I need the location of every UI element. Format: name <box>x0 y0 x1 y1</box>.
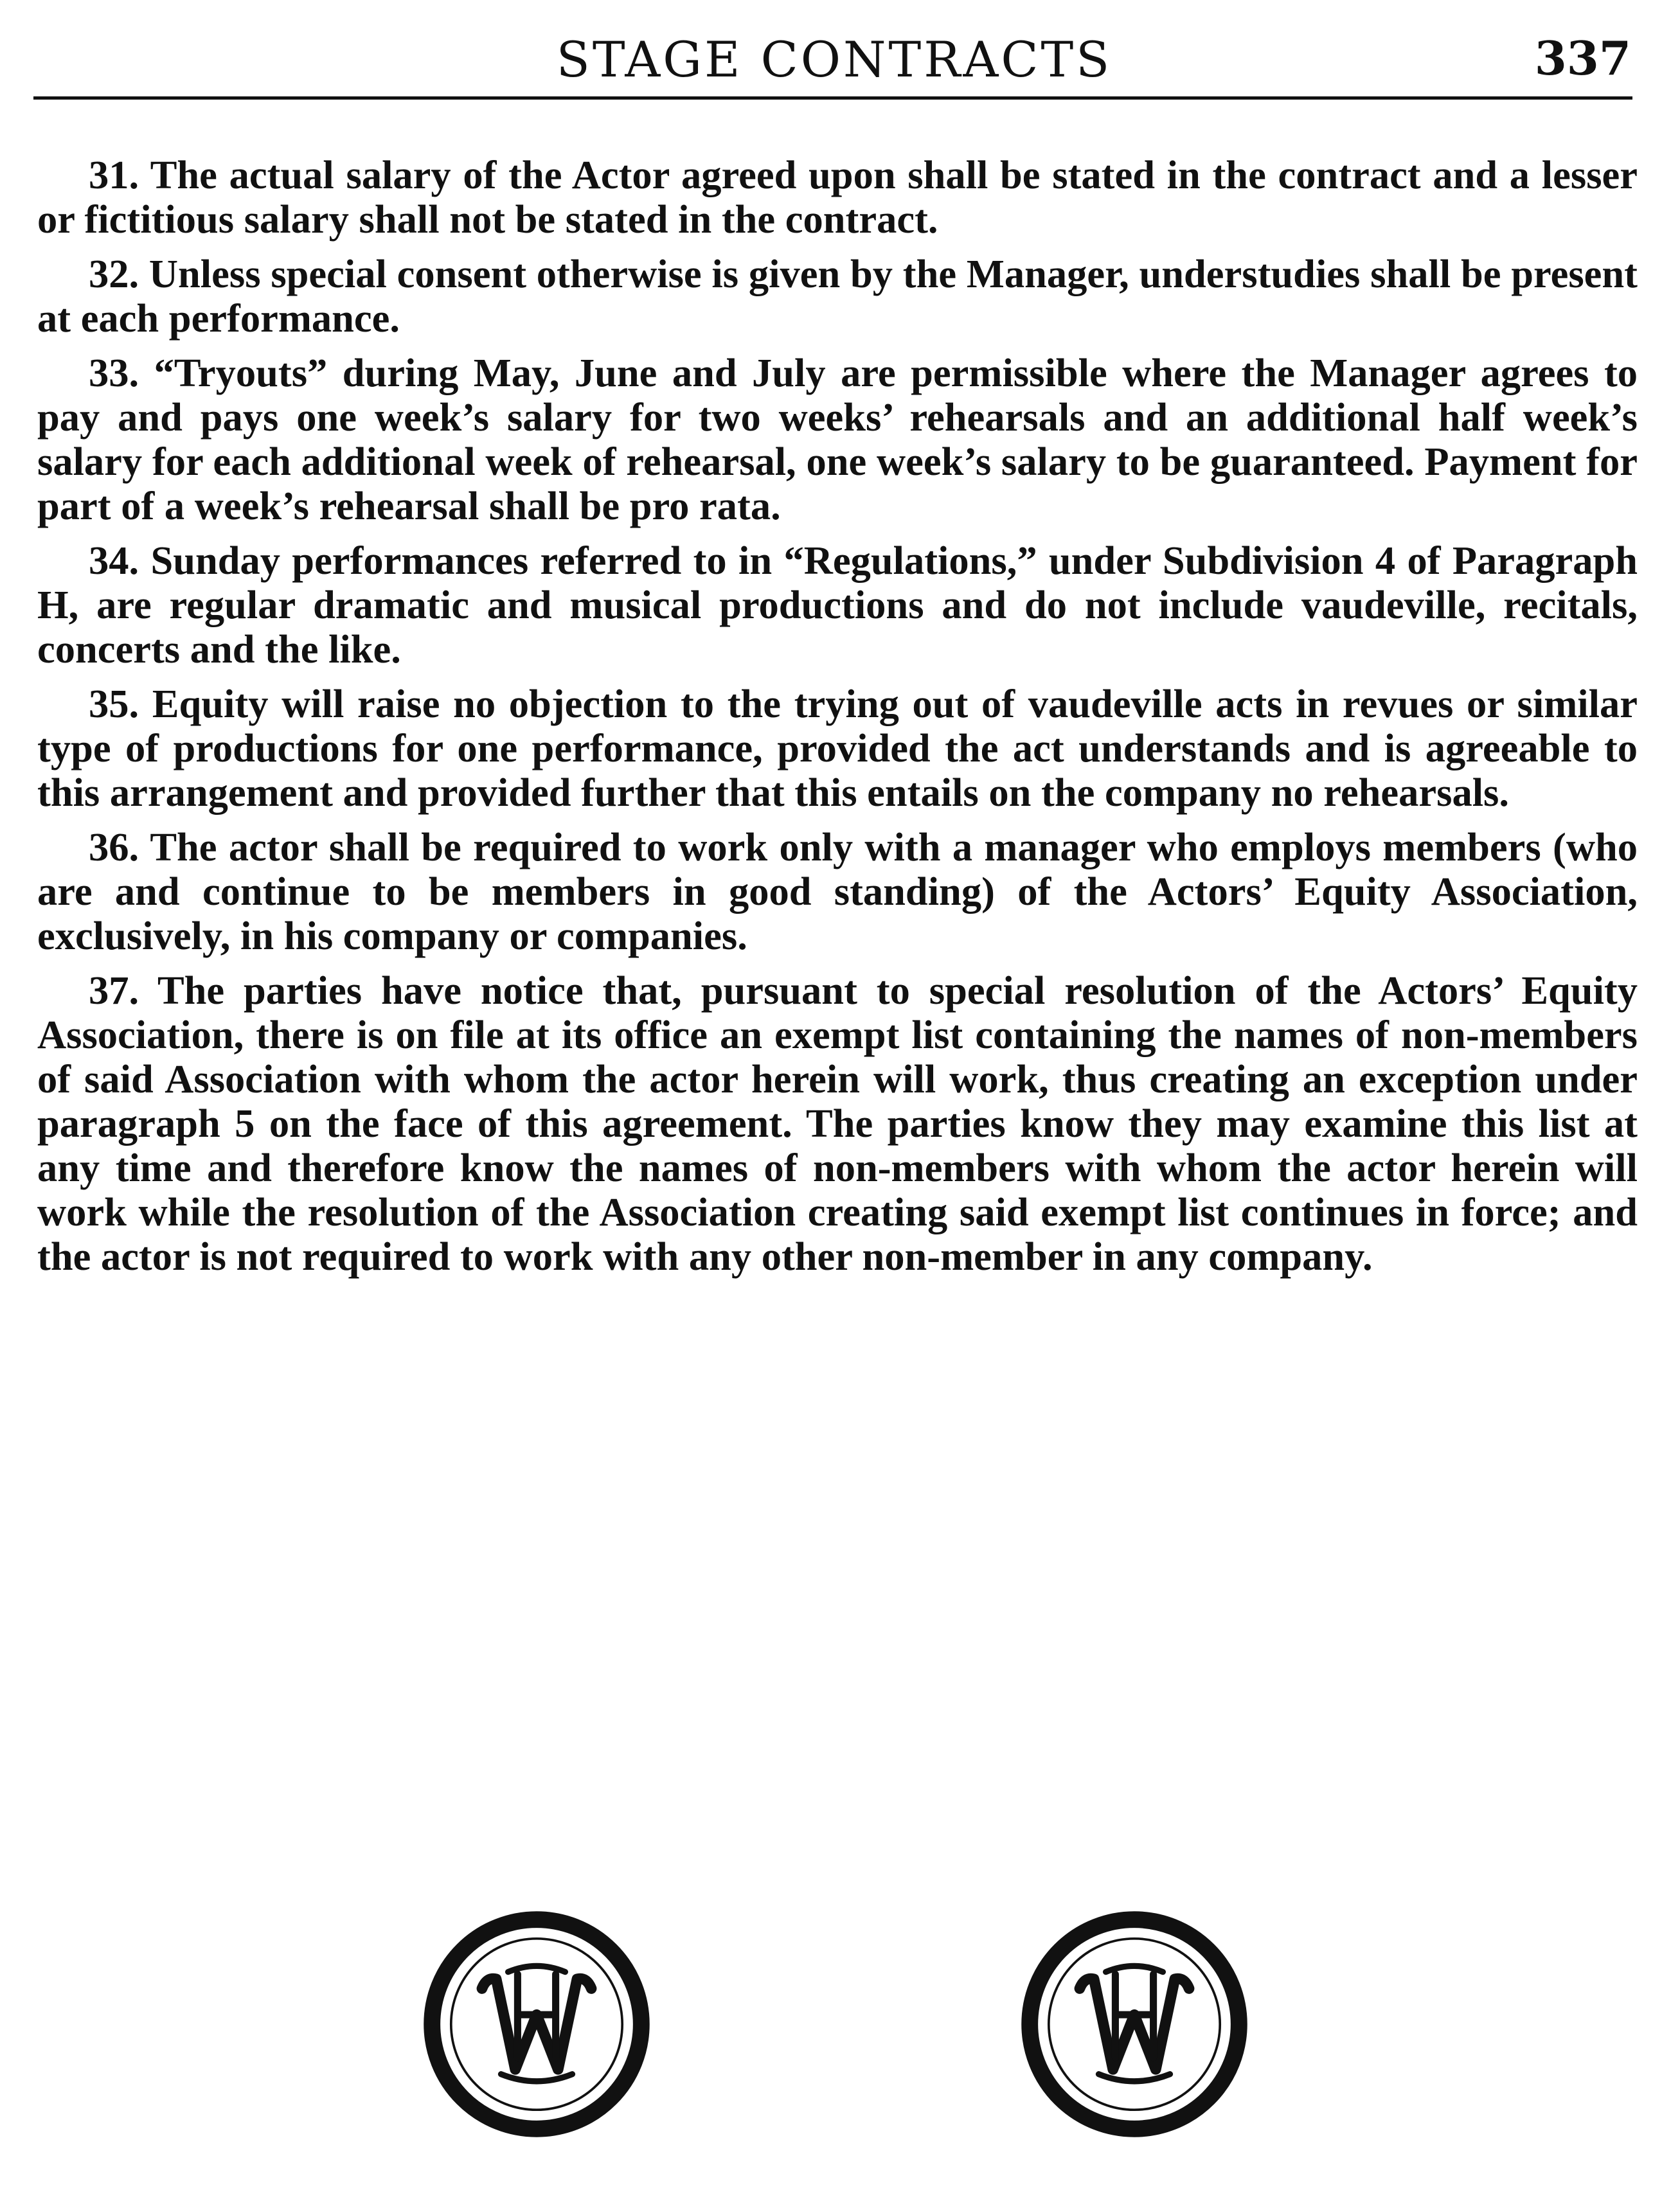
clause-text: The actor shall be required to work only with a manager who employs members (who are and continue to be members in good standing) of the Actors’ Equity Association, exclusively, in his company or companies. <box>37 824 1638 958</box>
clause-number: 32. <box>89 251 139 296</box>
wh-monogram-seal-icon <box>1015 1905 1253 2143</box>
clause-text: Unless special consent otherwise is given by the Manager, understudies shall be present at each performance. <box>37 251 1638 341</box>
clause-text: The parties have notice that, pursuant to special resolution of the Actors’ Equity Association, there is on file at its office an exempt list containing the names of non-members of said Association with whom the actor herein will work, thus creating an exception under paragraph 5 on the face of this agreement. The parties know they may examine this list at any time and therefore know the names of non-members with whom the actor herein will work while the resolution of the Association creating said exempt list continues in force; and the actor is not required to work with any other non-member in any company. <box>37 968 1638 1279</box>
clause-number: 36. <box>89 824 139 869</box>
clause-text: The actual salary of the Actor agreed upon shall be stated in the contract and a lesser or fictitious salary shall not be stated in the contract. <box>37 152 1638 242</box>
clause-32 <box>37 252 1638 341</box>
wh-monogram-seal-icon <box>418 1905 656 2143</box>
header-rule <box>33 96 1632 100</box>
clause-text: Equity will raise no objection to the trying out of vaudeville acts in revues or similar type of productions for one performance, provided the act understands and is agreeable to this arrangement and provided further that this entails on the company no rehearsals. <box>37 681 1638 815</box>
clause-number: 31. <box>89 152 139 197</box>
clause-35 <box>37 682 1638 815</box>
clause-text: “Tryouts” during May, June and July are permissible where the Manager agrees to pay and pays one week’s salary for two weeks’ rehearsals and an additional half week’s salary for each additional week of rehearsal, one week’s salary to be guaranteed. Payment for part of a week’s rehearsal shall be pro rata. <box>37 350 1638 528</box>
clause-37 <box>37 968 1638 1279</box>
page-number: 337 <box>1534 31 1631 85</box>
clause-33 <box>37 351 1638 528</box>
clause-number: 34. <box>89 538 139 583</box>
clause-31 <box>37 153 1638 242</box>
clause-number: 37. <box>89 968 139 1013</box>
clause-number: 33. <box>89 350 139 395</box>
page-header <box>37 19 1631 96</box>
clause-text: Sunday performances referred to in “Regulations,” under Subdivision 4 of Paragraph H, are regular dramatic and musical productions and do not include vaudeville, recitals, concerts and the like. <box>37 538 1638 672</box>
clause-number: 35. <box>89 681 139 726</box>
running-head-title: STAGE CONTRACTS <box>556 31 1113 88</box>
clause-34 <box>37 539 1638 672</box>
clause-36 <box>37 825 1638 958</box>
contract-clauses <box>37 153 1638 1289</box>
